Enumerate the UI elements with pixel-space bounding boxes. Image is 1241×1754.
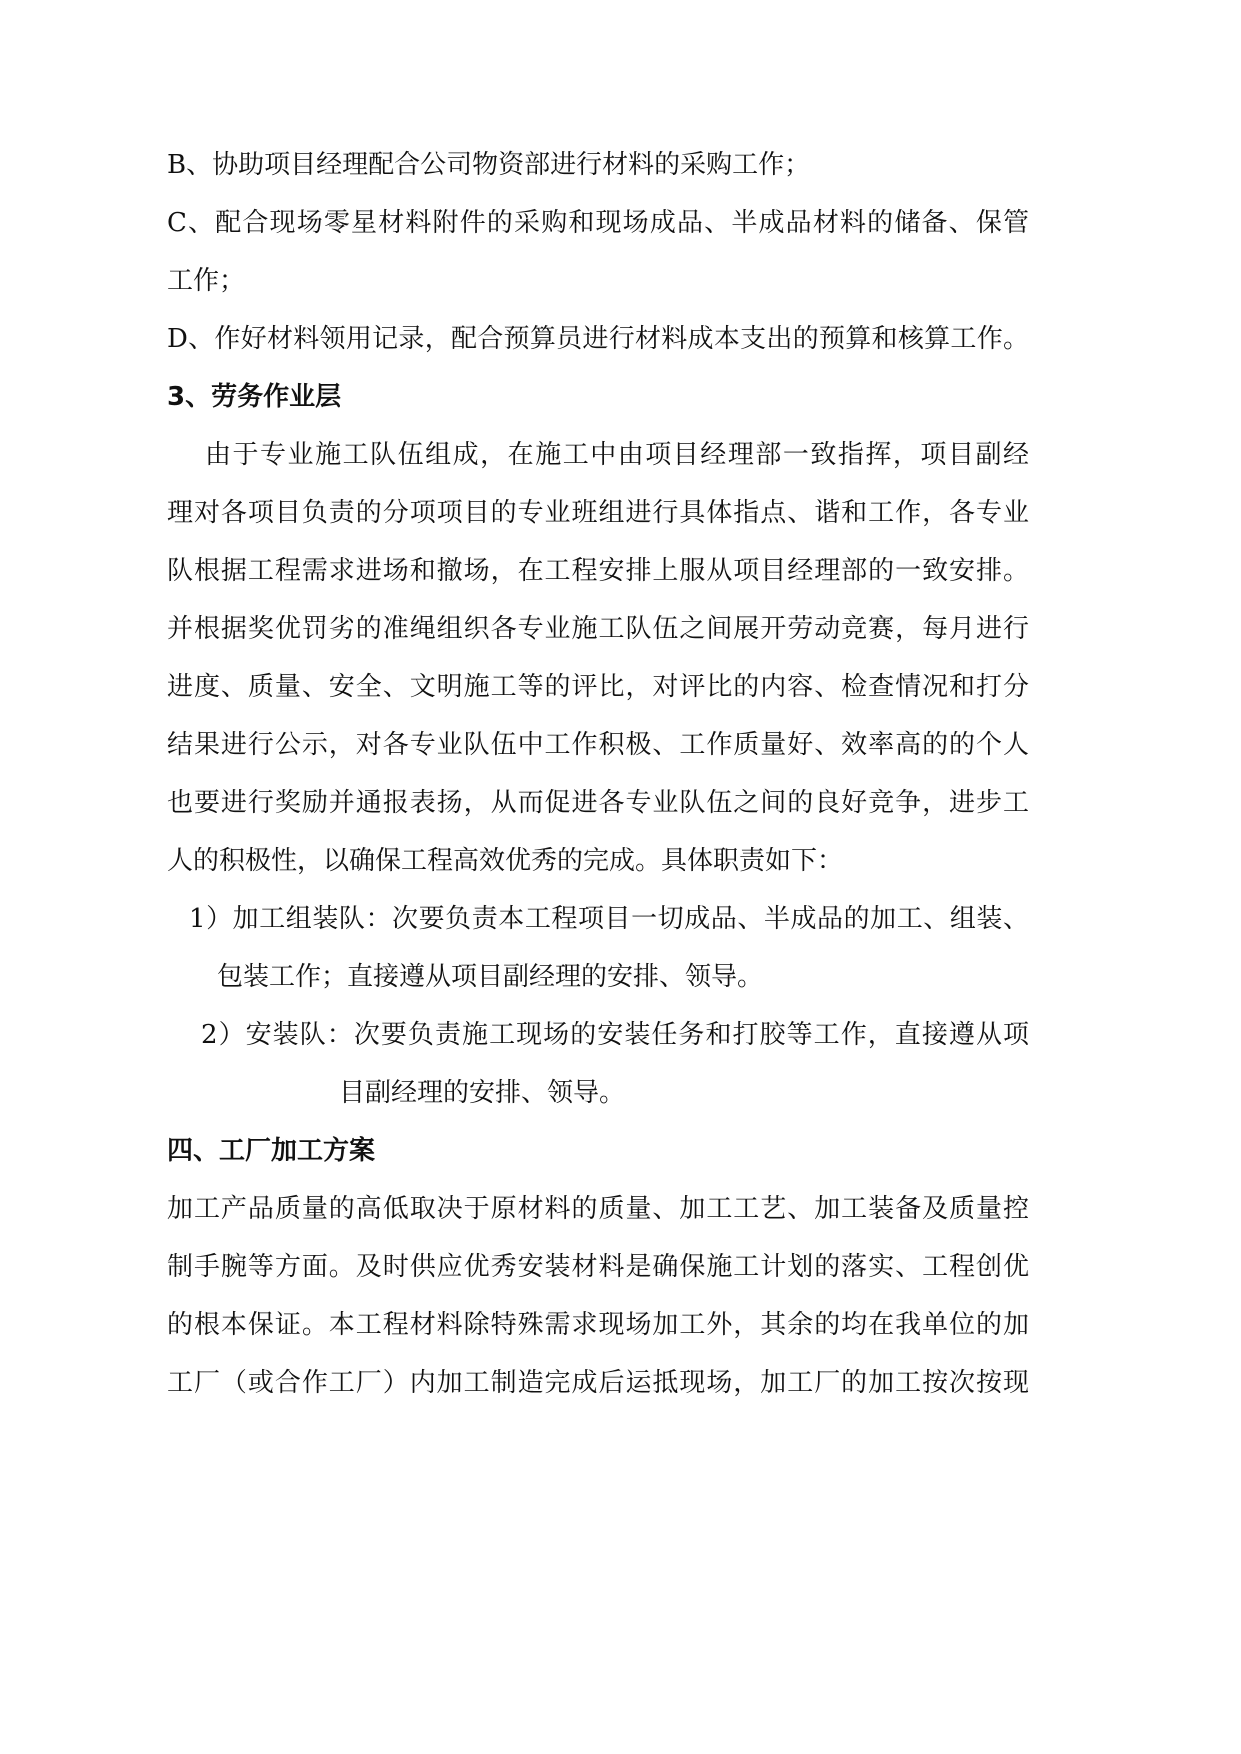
paragraph-line: 工厂（或合作工厂）内加工制造完成后运抵现场，加工厂的加工按次按现 xyxy=(167,1368,1029,1398)
list-item-d: D、作好材料领用记录，配合预算员进行材料成本支出的预算和核算工作。 xyxy=(167,324,1029,354)
list-item-c-line2: 工作； xyxy=(167,266,246,296)
list-item-b: B、协助项目经理配合公司物资部进行材料的采购工作； xyxy=(167,150,811,180)
paragraph-line: 并根据奖优罚劣的准绳组织各专业施工队伍之间展开劳动竞赛，每月进行 xyxy=(167,614,1029,644)
paragraph-line: 人的积极性，以确保工程高效优秀的完成。具体职责如下： xyxy=(167,846,844,876)
section-heading-labor: 3、劳务作业层 xyxy=(167,382,342,412)
paragraph-line: 由于专业施工队伍组成，在施工中由项目经理部一致指挥，项目副经 xyxy=(205,440,1029,470)
paragraph-line: 制手腕等方面。及时供应优秀安装材料是确保施工计划的落实、工程创优 xyxy=(167,1252,1029,1282)
duty-item-installation-line2: 目副经理的安排、领导。 xyxy=(339,1078,626,1108)
paragraph-line: 队根据工程需求进场和撤场，在工程安排上服从项目经理部的一致安排。 xyxy=(167,556,1029,586)
paragraph-line: 结果进行公示，对各专业队伍中工作积极、工作质量好、效率高的的个人 xyxy=(167,730,1029,760)
list-item-c-line1: C、配合现场零星材料附件的采购和现场成品、半成品材料的储备、保管 xyxy=(167,208,1029,238)
paragraph-line: 理对各项目负责的分项项目的专业班组进行具体指点、谐和工作，各专业 xyxy=(167,498,1029,528)
paragraph-line: 的根本保证。本工程材料除特殊需求现场加工外，其余的均在我单位的加 xyxy=(167,1310,1029,1340)
duty-item-assembly-line1: 1）加工组装队：次要负责本工程项目一切成品、半成品的加工、组装、 xyxy=(189,904,1029,934)
section-heading-factory: 四、工厂加工方案 xyxy=(167,1136,376,1166)
duty-item-installation-line1: 2）安装队：次要负责施工现场的安装任务和打胶等工作，直接遵从项 xyxy=(201,1020,1029,1050)
paragraph-line: 加工产品质量的高低取决于原材料的质量、加工工艺、加工装备及质量控 xyxy=(167,1194,1029,1224)
paragraph-line: 也要进行奖励并通报表扬，从而促进各专业队伍之间的良好竞争，进步工 xyxy=(167,788,1029,818)
paragraph-line: 进度、质量、安全、文明施工等的评比，对评比的内容、检查情况和打分 xyxy=(167,672,1029,702)
duty-item-assembly-line2: 包装工作；直接遵从项目副经理的安排、领导。 xyxy=(217,962,764,992)
